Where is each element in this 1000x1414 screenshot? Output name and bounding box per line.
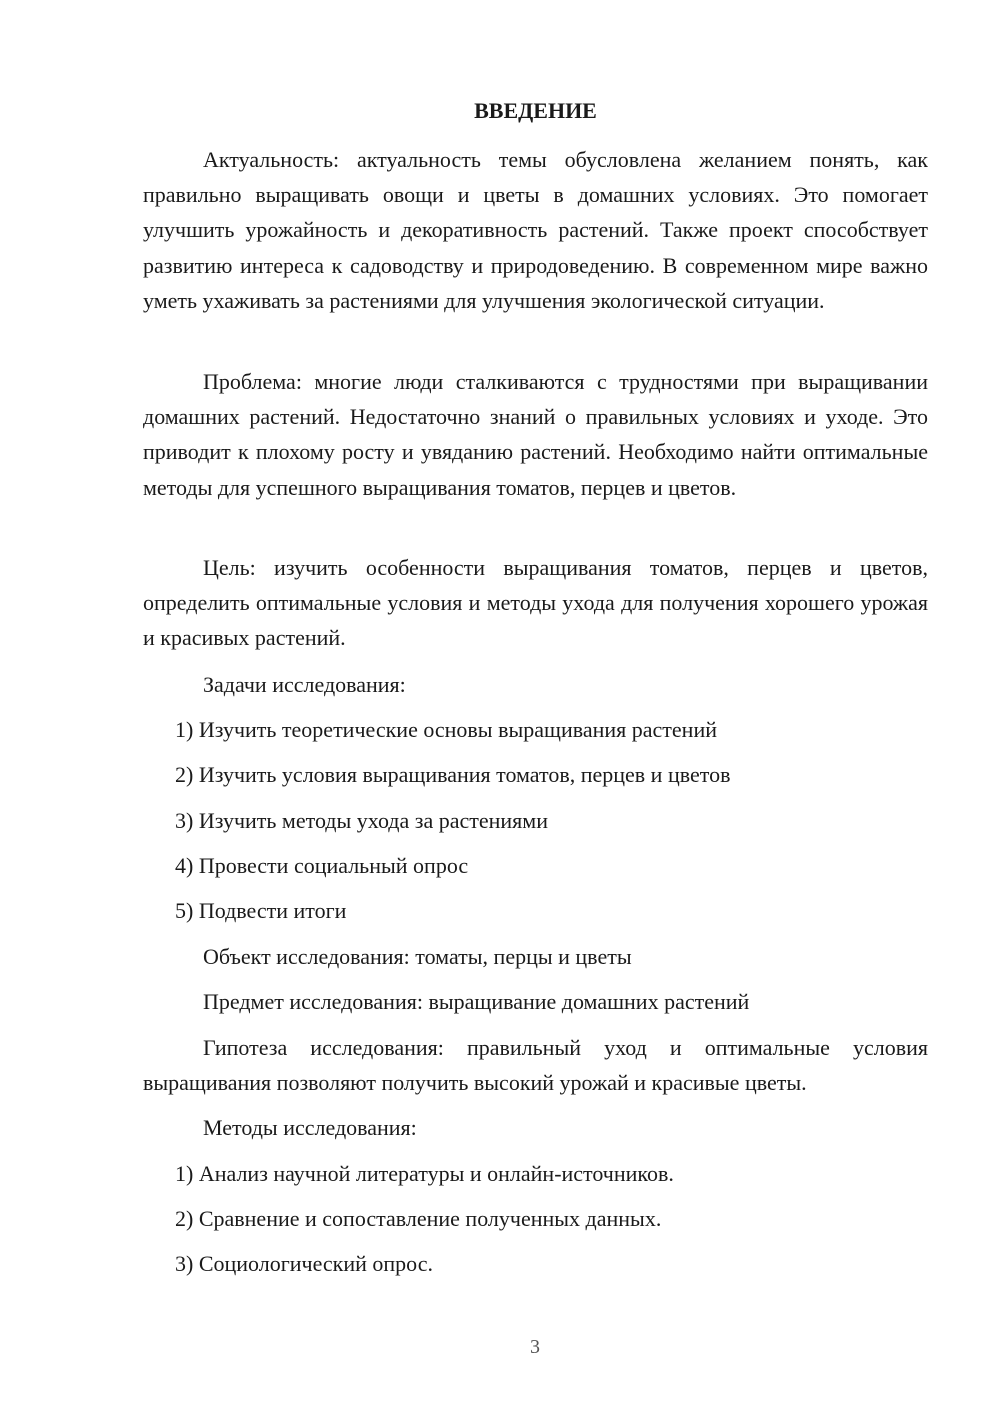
object-line: Объект исследования: томаты, перцы и цветы xyxy=(203,944,632,969)
method-item-3: 3) Социологический опрос. xyxy=(175,1251,433,1276)
tasks-heading: Задачи исследования: xyxy=(203,672,406,697)
page-number: 3 xyxy=(530,1336,540,1358)
hypothesis-paragraph: Гипотеза исследования: правильный уход и оптимальные условия выращивания позволяют получить высокий урожай и красивые цветы. xyxy=(143,1035,928,1096)
relevance-paragraph: Актуальность: актуальность темы обусловлена желанием понять, как правильно выращивать овощи и цветы в домашних условиях. Это помогает улучшить урожайность и декоративность растений. Также проект способствует развитию интереса к садоводству и природоведению. В современном мире важно уметь ухаживать за растениями для улучшения экологической ситуации. xyxy=(143,147,928,313)
goal-paragraph: Цель: изучить особенности выращивания томатов, перцев и цветов, определить оптимальные условия и методы ухода для получения хорошего урожая и красивых растений. xyxy=(143,555,928,651)
task-item-4: 4) Провести социальный опрос xyxy=(175,853,469,878)
method-item-2: 2) Сравнение и сопоставление полученных данных. xyxy=(175,1206,662,1231)
methods-heading: Методы исследования: xyxy=(203,1115,417,1140)
page-title: ВВЕДЕНИЕ xyxy=(474,98,597,123)
method-item-1: 1) Анализ научной литературы и онлайн-источников. xyxy=(175,1161,674,1186)
task-item-2: 2) Изучить условия выращивания томатов, перцев и цветов xyxy=(175,762,731,787)
task-item-3: 3) Изучить методы ухода за растениями xyxy=(175,808,548,833)
subject-line: Предмет исследования: выращивание домашних растений xyxy=(203,989,750,1014)
task-item-5: 5) Подвести итоги xyxy=(175,898,347,923)
problem-paragraph: Проблема: многие люди сталкиваются с трудностями при выращивании домашних растений. Недостаточно знаний о правильных условиях и уходе. Это приводит к плохому росту и увяданию растений. Необходимо найти оптимальные методы для успешного выращивания томатов, перцев и цветов. xyxy=(143,369,928,500)
task-item-1: 1) Изучить теоретические основы выращивания растений xyxy=(175,717,717,742)
